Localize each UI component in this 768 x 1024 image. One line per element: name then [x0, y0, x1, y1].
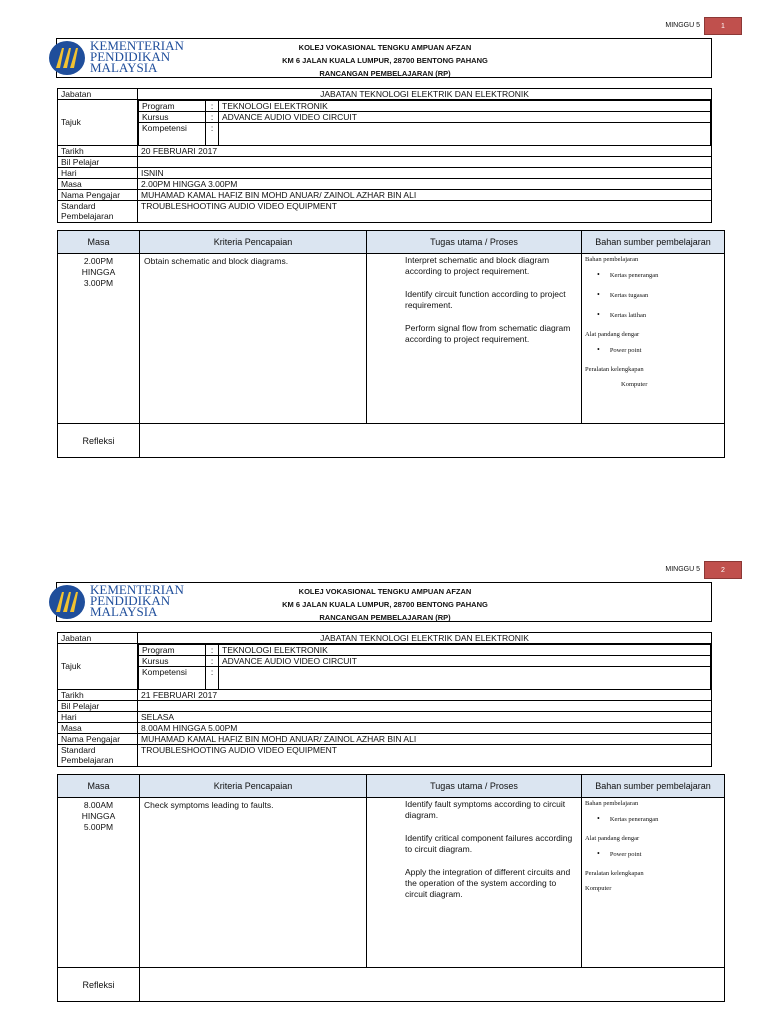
tugas-item: Identify circuit function according to project requirement. [405, 289, 566, 310]
kursus-label: Kursus [139, 112, 206, 123]
bil-pelajar-value [138, 156, 712, 167]
tugas-item: Perform signal flow from schematic diagram according to project requirement. [405, 323, 571, 344]
standard-label-line-2: Pembelajaran [61, 210, 114, 221]
ministry-line-3: MALAYSIA [90, 60, 158, 75]
page-number-badge: 1 [704, 17, 742, 35]
kompetensi-value [219, 667, 711, 689]
bil-pelajar-label: Bil Pelajar [58, 156, 138, 167]
pengajar-label: Nama Pengajar [58, 189, 138, 200]
kompetensi-label: Kompetensi [139, 667, 206, 689]
tugas-item: Apply the integration of different circuits and the operation of the system according to circuit diagram. [405, 867, 571, 899]
tarikh-value: 21 FEBRUARI 2017 [138, 689, 712, 700]
header-bahan: Bahan sumber pembelajaran [582, 231, 725, 254]
bahan-heading: Bahan pembelajaran [585, 800, 639, 807]
hari-label: Hari [58, 167, 138, 178]
time-hingga: HINGGA [81, 267, 116, 277]
header-tugas: Tugas utama / Proses [367, 775, 582, 798]
ministry-line-3: MALAYSIA [90, 604, 158, 619]
program-label: Program [139, 645, 206, 656]
bahan-item: Komputer [585, 885, 612, 892]
time-hingga: HINGGA [81, 811, 116, 821]
header-kriteria: Kriteria Pencapaian [140, 775, 367, 798]
bahan-heading: Alat pandang dengar [585, 835, 640, 842]
jabatan-value: JABATAN TEKNOLOGI ELEKTRIK DAN ELEKTRONIK [138, 633, 712, 644]
school-name: KOLEJ VOKASIONAL TENGKU AMPUAN AFZAN [298, 43, 472, 52]
program-value: TEKNOLOGI ELEKTRONIK [219, 645, 711, 656]
masa-time-cell [58, 798, 140, 968]
tarikh-label: Tarikh [58, 689, 138, 700]
colon: : [206, 667, 219, 689]
ministry-line-1: KEMENTERIAN [90, 582, 184, 597]
colon: : [206, 645, 219, 656]
bahan-bullet: • Kertas latihan [597, 311, 721, 320]
pengajar-label: Nama Pengajar [58, 733, 138, 744]
ministry-line-2: PENDIDIKAN [90, 593, 171, 608]
bahan-item: Komputer [621, 381, 648, 388]
page-number-badge: 2 [704, 561, 742, 579]
header-masa: Masa [58, 231, 140, 254]
tajuk-cell [138, 644, 712, 690]
tarikh-value: 20 FEBRUARI 2017 [138, 145, 712, 156]
jabatan-label: Jabatan [58, 89, 138, 100]
tajuk-subtable [138, 100, 711, 145]
ministry-wordmark [90, 584, 200, 617]
kpm-logo-icon [48, 584, 86, 620]
ministry-line-2: PENDIDIKAN [90, 49, 171, 64]
lesson-plan-page-1 [0, 0, 768, 470]
bil-pelajar-value [138, 700, 712, 711]
pengajar-value: MUHAMAD KAMAL HAFIZ BIN MOHD ANUAR/ ZAINOL AZHAR BIN ALI [138, 733, 712, 744]
bahan-bullet: • Kertas tugasan [597, 291, 721, 300]
refleksi-label: Refleksi [58, 968, 140, 1002]
school-address: KM 6 JALAN KUALA LUMPUR, 28700 BENTONG PAHANG [282, 600, 488, 609]
kriteria-cell: Check symptoms leading to faults. [140, 798, 367, 968]
colon: : [206, 101, 219, 112]
kpm-logo-icon [48, 40, 86, 76]
tajuk-cell [138, 100, 712, 146]
kursus-value: ADVANCE AUDIO VIDEO CIRCUIT [219, 656, 711, 667]
kursus-value: ADVANCE AUDIO VIDEO CIRCUIT [219, 112, 711, 123]
document-title: RANCANGAN PEMBELAJARAN (RP) [319, 613, 451, 622]
info-table [57, 632, 712, 767]
header-masa: Masa [58, 775, 140, 798]
standard-label-line-1: Standard [61, 744, 96, 755]
time-end: 3.00PM [83, 278, 114, 288]
standard-label-line-1: Standard [61, 200, 96, 211]
standard-label-line-2: Pembelajaran [61, 754, 114, 765]
kompetensi-value [219, 123, 711, 145]
tugas-item: Identify critical component failures according to circuit diagram. [405, 833, 573, 854]
masa-value: 2.00PM HINGGA 3.00PM [138, 178, 712, 189]
document-title: RANCANGAN PEMBELAJARAN (RP) [319, 69, 451, 78]
kriteria-cell: Obtain schematic and block diagrams. [140, 254, 367, 424]
bil-pelajar-label: Bil Pelajar [58, 700, 138, 711]
bahan-bullet: • Kertas penerangan [597, 815, 721, 824]
bahan-cell [582, 798, 725, 968]
bahan-bullet: • Power point [597, 346, 721, 355]
program-label: Program [139, 101, 206, 112]
bahan-heading: Bahan pembelajaran [585, 256, 639, 263]
standard-value: TROUBLESHOOTING AUDIO VIDEO EQUIPMENT [138, 744, 712, 766]
bahan-bullet: • Power point [597, 850, 721, 859]
header-tugas: Tugas utama / Proses [367, 231, 582, 254]
bahan-heading: Peralatan kelengkapan [585, 366, 644, 373]
colon: : [206, 123, 219, 145]
bahan-bullet: • Kertas penerangan [597, 271, 721, 280]
tarikh-label: Tarikh [58, 145, 138, 156]
standard-label [58, 200, 138, 222]
refleksi-value [140, 424, 725, 458]
tajuk-label: Tajuk [58, 100, 138, 146]
school-info [210, 585, 560, 624]
bahan-heading: Peralatan kelengkapan [585, 870, 644, 877]
school-info [210, 41, 560, 80]
tajuk-subtable [138, 644, 711, 689]
kursus-label: Kursus [139, 656, 206, 667]
masa-value: 8.00AM HINGGA 5.00PM [138, 722, 712, 733]
week-label: MINGGU 5 [665, 566, 700, 573]
info-table [57, 88, 712, 223]
header-bahan: Bahan sumber pembelajaran [582, 775, 725, 798]
refleksi-value [140, 968, 725, 1002]
school-name: KOLEJ VOKASIONAL TENGKU AMPUAN AFZAN [298, 587, 472, 596]
colon: : [206, 112, 219, 123]
refleksi-label: Refleksi [58, 424, 140, 458]
plan-table [57, 230, 725, 458]
jabatan-value: JABATAN TEKNOLOGI ELEKTRIK DAN ELEKTRONIK [138, 89, 712, 100]
tugas-item: Identify fault symptoms according to circuit diagram. [405, 799, 566, 820]
tugas-cell [367, 254, 582, 424]
masa-label: Masa [58, 722, 138, 733]
standard-label [58, 744, 138, 766]
masa-time-cell [58, 254, 140, 424]
hari-value: SELASA [138, 711, 712, 722]
colon: : [206, 656, 219, 667]
time-start: 8.00AM [83, 800, 114, 810]
time-end: 5.00PM [83, 822, 114, 832]
tajuk-label: Tajuk [58, 644, 138, 690]
week-label: MINGGU 5 [665, 22, 700, 29]
kompetensi-label: Kompetensi [139, 123, 206, 145]
time-start: 2.00PM [83, 256, 114, 266]
ministry-line-1: KEMENTERIAN [90, 38, 184, 53]
pengajar-value: MUHAMAD KAMAL HAFIZ BIN MOHD ANUAR/ ZAINOL AZHAR BIN ALI [138, 189, 712, 200]
lesson-plan-page-2 [0, 544, 768, 1014]
tugas-item: Interpret schematic and block diagram according to project requirement. [405, 255, 550, 276]
masa-label: Masa [58, 178, 138, 189]
hari-value: ISNIN [138, 167, 712, 178]
standard-value: TROUBLESHOOTING AUDIO VIDEO EQUIPMENT [138, 200, 712, 222]
header-kriteria: Kriteria Pencapaian [140, 231, 367, 254]
hari-label: Hari [58, 711, 138, 722]
tugas-cell [367, 798, 582, 968]
bahan-cell [582, 254, 725, 424]
bahan-heading: Alat pandang dengar [585, 331, 640, 338]
jabatan-label: Jabatan [58, 633, 138, 644]
program-value: TEKNOLOGI ELEKTRONIK [219, 101, 711, 112]
school-address: KM 6 JALAN KUALA LUMPUR, 28700 BENTONG PAHANG [282, 56, 488, 65]
ministry-wordmark [90, 40, 200, 73]
plan-table [57, 774, 725, 1002]
